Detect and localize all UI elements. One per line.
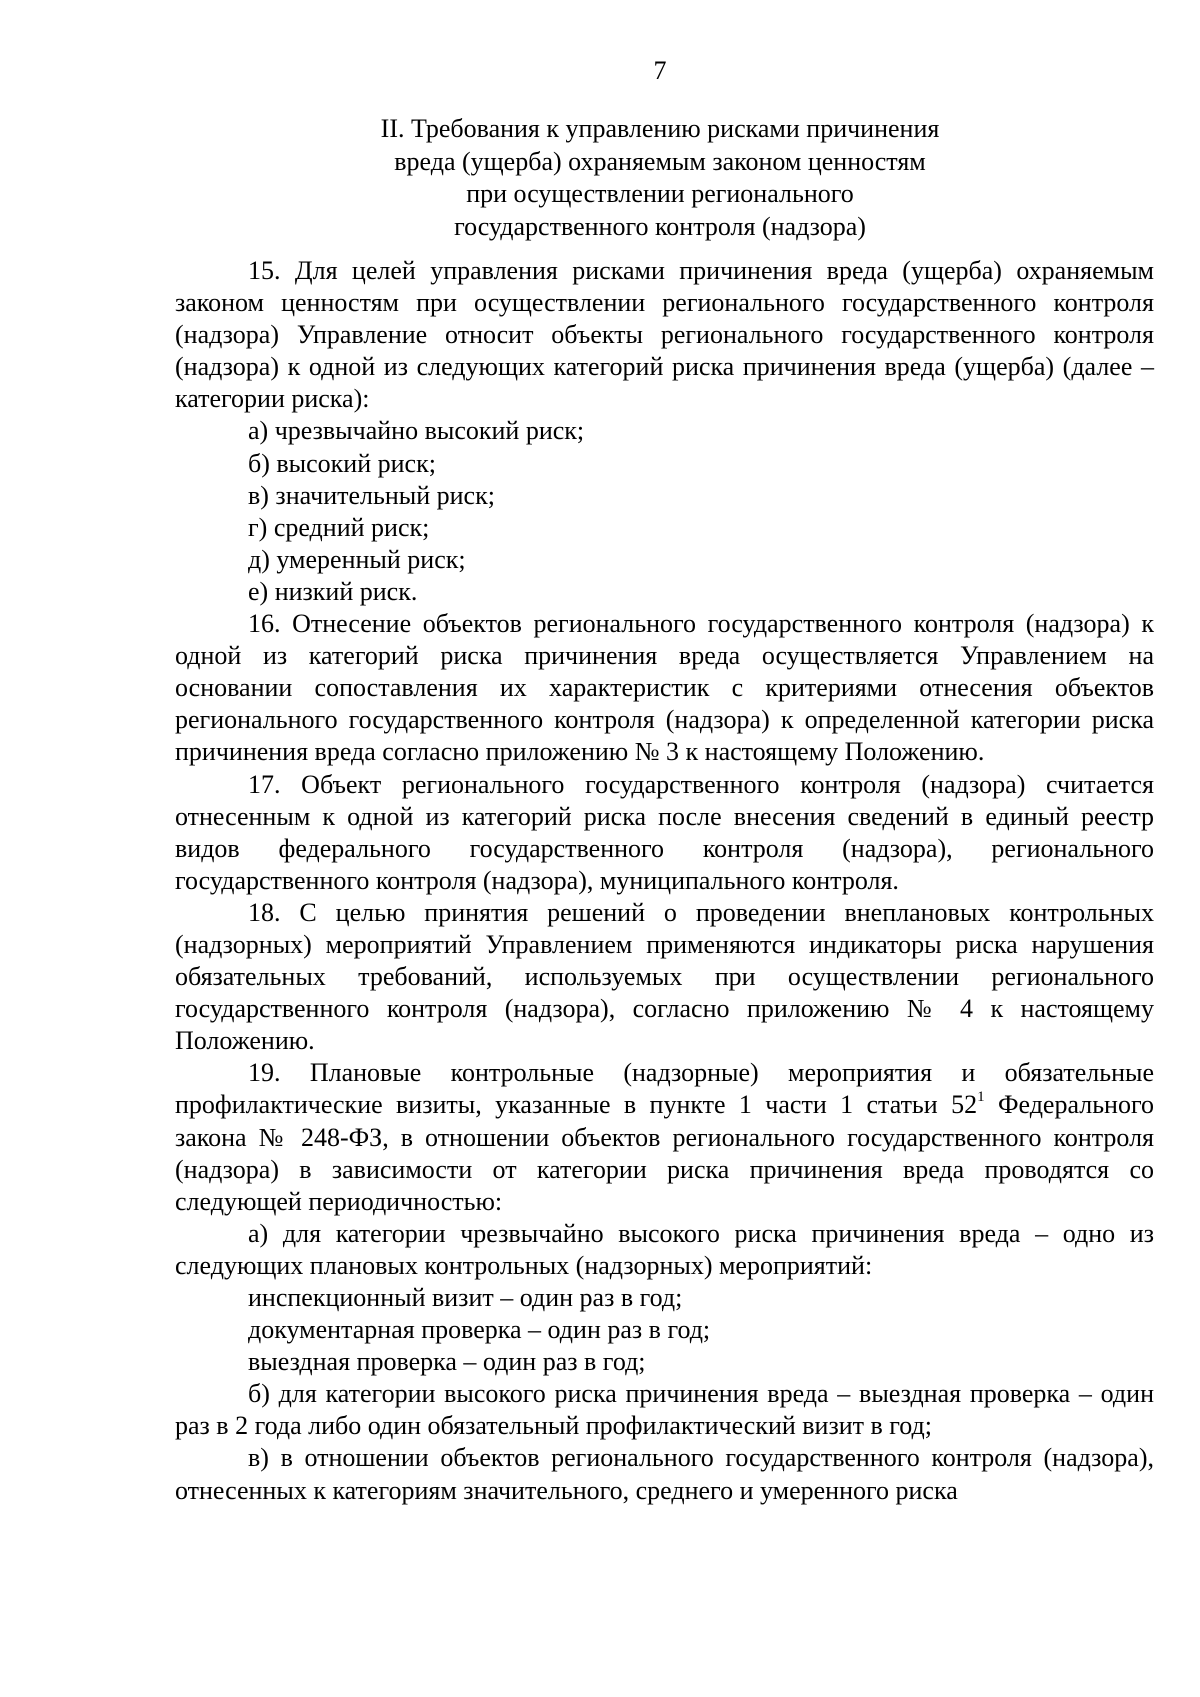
list-item-15c: в) значительный риск;	[248, 480, 495, 510]
list-item-15f: е) низкий риск.	[248, 576, 418, 606]
paragraph-19a: а) для категории чрезвычайно высокого риска причинения вреда – одно из следующих плановых контрольных (надзорных) мероприятий:	[175, 1218, 1154, 1280]
section-heading-line: государственного контроля (надзора)	[454, 211, 866, 241]
section-heading	[0, 113, 1200, 243]
footnote-superscript: 1	[977, 1089, 985, 1106]
section-heading-line: вреда (ущерба) охраняемым законом ценностям	[394, 146, 926, 176]
list-item-15b: б) высокий риск;	[248, 448, 436, 478]
page-number: 7	[653, 56, 667, 85]
paragraph-17: 17. Объект регионального государственного контроля (надзора) считается отнесенным к одной из категорий риска после внесения сведений в единый реестр видов федерального государственного контроля (надзора), регионального государственного контроля (надзора), муниципального контроля.	[175, 769, 1154, 895]
document-body	[175, 255, 1154, 1507]
list-item-19a3: выездная проверка – один раз в год;	[248, 1347, 646, 1377]
paragraph-19b: б) для категории высокого риска причинения вреда – выездная проверка – один раз в 2 года либо один обязательный профилактический визит в год;	[175, 1379, 1154, 1441]
paragraph-19-start: 19. Плановые контрольные (надзорные) мероприятия и обязательные профилактические визиты, указанные в пункте 1 части 1 статьи 52	[175, 1058, 1154, 1120]
list-item-19a2: документарная проверка – один раз в год;	[248, 1315, 711, 1345]
paragraph-15: 15. Для целей управления рисками причинения вреда (ущерба) охраняемым законом ценностям при осуществлении регионального государственного контроля (надзора) Управление относит объекты регионального государственного контроля (надзора) к одной из следующих категорий риска причинения вреда (ущерба) (далее – категории риска):	[175, 256, 1154, 414]
section-heading-line: II. Требования к управлению рисками причинения	[380, 114, 940, 143]
paragraph-19-end: Федерального закона № 248-ФЗ, в отношении объектов регионального государственного контроля (надзора) в зависимости от категории риска причинения вреда проводятся со следующей периодичностью:	[175, 1090, 1154, 1216]
paragraph-19	[175, 1057, 1154, 1217]
paragraph-19c: в) в отношении объектов регионального государственного контроля (надзора), отнесенных к категориям значительного, среднего и умеренного риска	[175, 1443, 1154, 1505]
list-item-15a: а) чрезвычайно высокий риск;	[248, 416, 585, 446]
list-item-15e: д) умеренный риск;	[248, 544, 466, 574]
paragraph-18: 18. С целью принятия решений о проведении внеплановых контрольных (надзорных) мероприятий Управлением применяются индикаторы риска нарушения обязательных требований, используемых при осуществлении регионального государственного контроля (надзора), согласно приложению № 4 к настоящему Положению.	[175, 897, 1154, 1056]
list-item-19a1: инспекционный визит – один раз в год;	[248, 1283, 683, 1312]
paragraph-16: 16. Отнесение объектов регионального государственного контроля (надзора) к одной из категорий риска причинения вреда осуществляется Управлением на основании сопоставления их характеристик с критериями отнесения объектов регионального государственного контроля (надзора) к определенной категории риска причинения вреда согласно приложению № 3 к настоящему Положению.	[175, 609, 1154, 767]
list-item-15d: г) средний риск;	[248, 512, 430, 542]
section-heading-line: при осуществлении регионального	[466, 179, 854, 208]
